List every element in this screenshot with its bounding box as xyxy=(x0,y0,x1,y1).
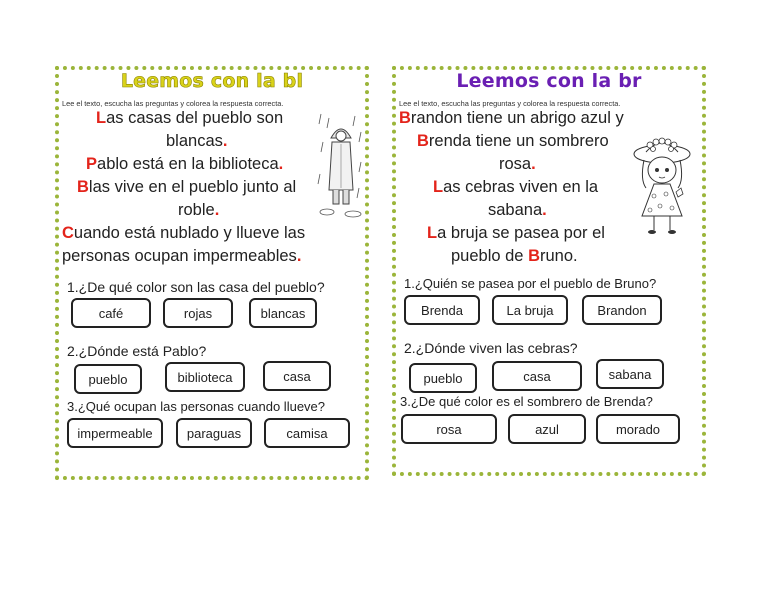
instruction-text: Lee el texto, escucha las preguntas y colorea la respuesta correcta. xyxy=(399,99,621,108)
text-line: roble. xyxy=(178,201,220,219)
text-line: blancas. xyxy=(166,132,228,150)
text-line: La bruja se pasea por el xyxy=(427,224,605,242)
answer-option[interactable]: impermeable xyxy=(67,418,163,448)
text-line: pueblo de Bruno. xyxy=(451,247,578,265)
answer-option[interactable]: Brandon xyxy=(582,295,662,325)
question-2: 2.¿Dónde está Pablo? xyxy=(67,343,207,359)
text-line: Blas vive en el pueblo junto al xyxy=(77,178,297,196)
text-line: Las casas del pueblo son xyxy=(96,109,284,127)
answer-option[interactable]: pueblo xyxy=(74,364,142,394)
answer-option[interactable]: casa xyxy=(492,361,582,391)
card-title: Leemos con la bl xyxy=(120,70,304,92)
answer-option[interactable]: morado xyxy=(596,414,680,444)
question-3: 3.¿Qué ocupan las personas cuando llueve? xyxy=(67,399,326,414)
text-line: rosa. xyxy=(499,155,536,173)
text-line: sabana. xyxy=(488,201,547,219)
card-title: Leemos con la br xyxy=(456,70,642,92)
answer-option[interactable]: camisa xyxy=(264,418,350,448)
text-line: Pablo está en la biblioteca. xyxy=(86,155,284,173)
worksheet-card-br xyxy=(392,66,706,476)
worksheet-card-bl xyxy=(55,66,369,480)
answer-option[interactable]: La bruja xyxy=(492,295,568,325)
answer-option[interactable]: Brenda xyxy=(404,295,480,325)
question-1: 1.¿Quién se pasea por el pueblo de Bruno? xyxy=(404,276,657,291)
answer-option[interactable]: rosa xyxy=(401,414,497,444)
question-3: 3.¿De qué color es el sombrero de Brenda? xyxy=(400,394,653,409)
answer-option[interactable]: azul xyxy=(508,414,586,444)
answer-option[interactable]: pueblo xyxy=(409,363,477,393)
question-1: 1.¿De qué color son las casa del pueblo? xyxy=(67,279,325,295)
answer-option[interactable]: biblioteca xyxy=(165,362,245,392)
text-line: Las cebras viven en la xyxy=(433,178,599,196)
text-line: Brenda tiene un sombrero xyxy=(417,132,609,150)
answer-option[interactable]: blancas xyxy=(249,298,317,328)
text-line: personas ocupan impermeables. xyxy=(62,247,302,265)
answer-option[interactable]: sabana xyxy=(596,359,664,389)
answer-option[interactable]: paraguas xyxy=(176,418,252,448)
question-2: 2.¿Dónde viven las cebras? xyxy=(404,340,578,356)
text-line: Brandon tiene un abrigo azul y xyxy=(399,109,624,127)
answer-option[interactable]: casa xyxy=(263,361,331,391)
girl-with-flower-hat-illustration xyxy=(632,136,694,236)
text-line: Cuando está nublado y llueve las xyxy=(62,224,306,242)
rain-person-illustration xyxy=(317,112,365,222)
instruction-text: Lee el texto, escucha las preguntas y colorea la respuesta correcta. xyxy=(62,99,284,108)
answer-option[interactable]: café xyxy=(71,298,151,328)
answer-option[interactable]: rojas xyxy=(163,298,233,328)
